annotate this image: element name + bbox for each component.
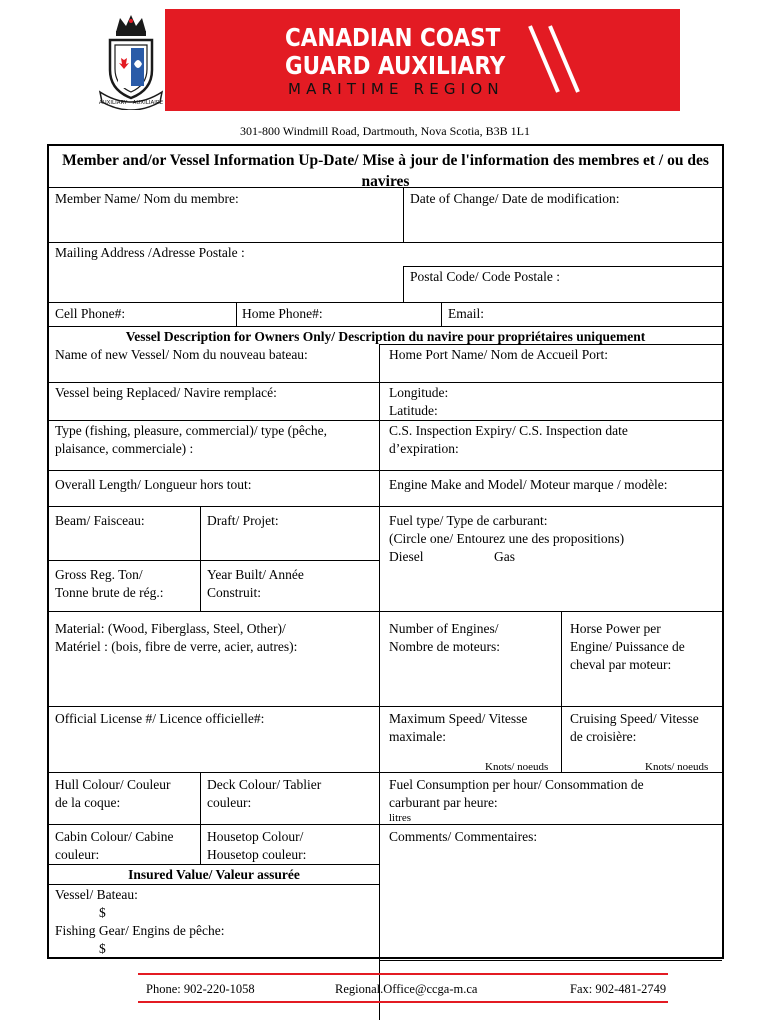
max-speed-field[interactable]: Maximum Speed/ Vitesse maximale: — [389, 711, 528, 744]
insured-value-heading: Insured Value/ Valeur assurée — [128, 867, 300, 882]
vessel-insured-value-label: Vessel/ Bateau: — [55, 887, 138, 902]
divider — [49, 824, 722, 825]
member-vessel-form — [47, 144, 724, 959]
divider — [49, 382, 722, 383]
date-of-change-field[interactable]: Date of Change/ Date de modification: — [410, 191, 620, 206]
divider — [403, 266, 722, 267]
divider — [49, 326, 722, 327]
material-field[interactable]: Material: (Wood, Fiberglass, Steel, Other)/ Matériel : (bois, fibre de verre, acier, autres): — [55, 621, 298, 654]
divider — [236, 302, 237, 326]
draft-field[interactable]: Draft/ Projet: — [207, 513, 279, 528]
footer-rule-top — [138, 973, 668, 975]
email-field[interactable]: Email: — [448, 306, 484, 321]
divider — [49, 772, 722, 773]
cruise-speed-unit: Knots/ noeuds — [645, 761, 709, 773]
new-vessel-name-field[interactable]: Name of new Vessel/ Nom du nouveau bateau: — [55, 347, 308, 362]
office-address: 301-800 Windmill Road, Dartmouth, Nova Scotia, B3B 1L1 — [240, 124, 530, 138]
divider — [379, 344, 722, 345]
divider — [49, 560, 379, 561]
divider — [403, 187, 404, 243]
deck-colour-field[interactable]: Deck Colour/ Tablier couleur: — [207, 777, 322, 810]
vessel-insured-value-field[interactable]: $ — [99, 905, 106, 920]
org-name-line2: GUARD AUXILIARY — [285, 51, 506, 80]
cell-phone-field[interactable]: Cell Phone#: — [55, 306, 126, 321]
divider — [49, 706, 722, 707]
divider — [561, 611, 562, 773]
fuel-type-field: Fuel type/ Type de carburant: (Circle one/ Entourez une des propositions) — [389, 513, 625, 546]
org-name-line1: CANADIAN COAST — [285, 23, 501, 52]
vessel-replaced-field[interactable]: Vessel being Replaced/ Navire remplacé: — [55, 385, 277, 400]
divider — [49, 420, 722, 421]
region-name: MARITIME REGION — [288, 80, 504, 98]
overall-length-field[interactable]: Overall Length/ Longueur hors tout: — [55, 477, 252, 492]
divider — [49, 506, 722, 507]
divider — [49, 187, 722, 188]
divider — [49, 242, 722, 243]
divider — [441, 302, 442, 326]
home-port-field[interactable]: Home Port Name/ Nom de Accueil Port: — [389, 347, 608, 362]
member-name-field[interactable]: Member Name/ Nom du membre: — [55, 191, 239, 206]
fishing-gear-value-label: Fishing Gear/ Engins de pêche: — [55, 923, 225, 938]
fuel-consumption-field[interactable]: Fuel Consumption per hour/ Consommation de carburant par heure: — [389, 777, 644, 810]
fuel-option-diesel[interactable]: Diesel — [389, 549, 424, 564]
longitude-field[interactable]: Longitude: — [389, 385, 449, 400]
engine-make-field[interactable]: Engine Make and Model/ Moteur marque / modèle: — [389, 477, 668, 492]
cabin-colour-field[interactable]: Cabin Colour/ Cabine couleur: — [55, 829, 174, 862]
mailing-address-field[interactable]: Mailing Address /Adresse Postale : — [55, 245, 245, 260]
divider — [379, 420, 380, 1020]
footer-email[interactable]: Regional.Office@ccga-m.ca — [335, 982, 478, 996]
year-built-field[interactable]: Year Built/ Année Construit: — [207, 567, 304, 600]
fishing-gear-value-field[interactable]: $ — [99, 941, 106, 956]
comments-field[interactable]: Comments/ Commentaires: — [389, 829, 538, 844]
cs-inspection-field[interactable]: C.S. Inspection Expiry/ C.S. Inspection date d’expiration: — [389, 423, 628, 456]
vessel-section-heading: Vessel Description for Owners Only/ Description du navire pour propriétaires uniquement — [125, 329, 646, 344]
home-phone-field[interactable]: Home Phone#: — [242, 306, 323, 321]
fuel-consumption-unit: litres — [389, 812, 411, 824]
divider — [49, 470, 722, 471]
divider — [49, 611, 722, 612]
form-title: Member and/or Vessel Information Up-Date/ Mise à jour de l'information des membres et / ou des navires — [62, 152, 709, 190]
vessel-type-field[interactable]: Type (fishing, pleasure, commercial)/ type (pêche, plaisance, commerciale) : — [55, 423, 327, 456]
fuel-option-gas[interactable]: Gas — [494, 549, 515, 564]
footer-phone: Phone: 902-220-1058 — [146, 982, 255, 996]
ccga-crest-logo — [98, 12, 164, 110]
double-slash-graphic — [528, 24, 588, 94]
divider — [200, 506, 201, 611]
max-speed-unit: Knots/ noeuds — [485, 761, 549, 773]
hull-colour-field[interactable]: Hull Colour/ Couleur de la coque: — [55, 777, 171, 810]
beam-field[interactable]: Beam/ Faisceau: — [55, 513, 145, 528]
divider — [49, 884, 379, 885]
official-license-field[interactable]: Official License #/ Licence officielle#: — [55, 711, 265, 726]
footer-fax: Fax: 902-481-2749 — [570, 982, 667, 996]
latitude-field[interactable]: Latitude: — [389, 403, 438, 418]
divider — [403, 266, 404, 302]
cruising-speed-field[interactable]: Cruising Speed/ Vitesse de croisière: — [570, 711, 699, 744]
housetop-colour-field[interactable]: Housetop Colour/ Housetop couleur: — [207, 829, 307, 862]
divider — [200, 772, 201, 865]
number-of-engines-field[interactable]: Number of Engines/ Nombre de moteurs: — [389, 621, 500, 654]
crest-ribbon-text: AUXILIARY · AUXILIAIRE — [98, 100, 164, 106]
divider — [49, 864, 379, 865]
divider — [379, 960, 722, 961]
gross-reg-ton-field[interactable]: Gross Reg. Ton/ Tonne brute de rég.: — [55, 567, 164, 600]
footer-rule-bottom — [138, 1001, 668, 1003]
divider — [49, 302, 722, 303]
postal-code-field[interactable]: Postal Code/ Code Postale : — [410, 269, 560, 284]
horse-power-field[interactable]: Horse Power per Engine/ Puissance de cheval par moteur: — [570, 621, 685, 672]
